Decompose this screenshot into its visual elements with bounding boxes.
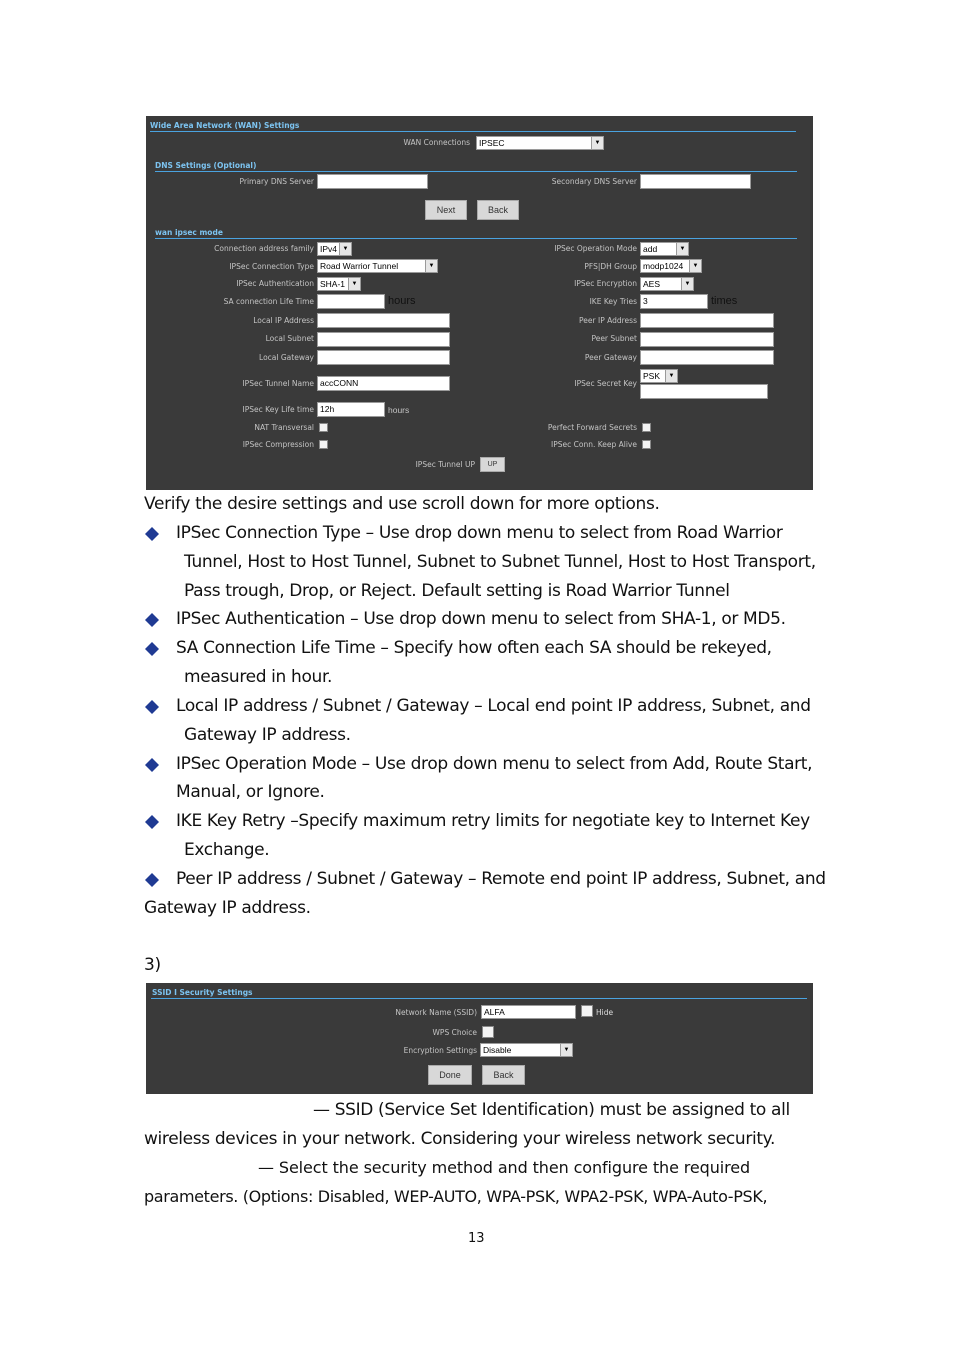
ssid-section-title: SSID I Security Settings [152, 988, 253, 997]
ipsec-section-title: wan ipsec mode [155, 228, 223, 237]
address-family-value: IPv4 [320, 244, 338, 254]
tunnel-name-input[interactable]: accCONN [317, 376, 450, 391]
chevron-down-icon: ▼ [676, 243, 688, 255]
encryption-label: IPSec Encryption [574, 279, 637, 288]
primary-dns-input[interactable] [317, 174, 428, 189]
local-ip-input[interactable] [317, 313, 450, 328]
local-subnet-label: Local Subnet [265, 334, 314, 343]
address-family-label: Connection address family [214, 244, 314, 253]
wan-connection-value: IPSEC [479, 138, 505, 148]
encryption-settings-select[interactable] [480, 1043, 573, 1057]
bullet-5-line-1: IPSec Operation Mode – Use drop down menu to select from Add, Route Start, [176, 754, 813, 774]
pfs-label: Perfect Forward Secrets [547, 423, 637, 432]
connection-type-value: Road Warrior Tunnel [320, 261, 399, 271]
diamond-bullet-icon [145, 758, 159, 772]
wan-section-rule [150, 131, 796, 132]
secret-key-label: IPSec Secret Key [574, 379, 637, 388]
encryption-settings-label: Encryption Settings [403, 1046, 477, 1055]
secondary-dns-input[interactable] [640, 174, 751, 189]
bullet-2-line-1: IPSec Authentication – Use drop down menu to select from SHA-1, or MD5. [176, 609, 786, 629]
chevron-down-icon: ▼ [560, 1044, 572, 1056]
secret-key-type-select[interactable] [640, 369, 678, 383]
local-gateway-input[interactable] [317, 350, 450, 365]
compression-label: IPSec Compression [242, 440, 314, 449]
tunnel-up-label: IPSec Tunnel UP [415, 460, 475, 469]
local-gateway-label: Local Gateway [259, 353, 314, 362]
bullet-3-line-1: SA Connection Life Time – Specify how often each SA should be rekeyed, [176, 638, 772, 658]
primary-dns-label: Primary DNS Server [239, 177, 314, 186]
pfs-dh-group-select[interactable] [640, 259, 702, 273]
tunnel-name-label: IPSec Tunnel Name [242, 379, 314, 388]
operation-mode-value: add [643, 244, 658, 254]
ssid-input[interactable]: ALFA [481, 1005, 576, 1019]
encryption-settings-value: Disable [483, 1045, 512, 1055]
operation-mode-select[interactable] [640, 242, 689, 256]
key-lifetime-label: IPSec Key Life time [242, 405, 314, 414]
ike-key-tries-input[interactable]: 3 [640, 294, 708, 309]
secondary-dns-label: Secondary DNS Server [551, 177, 637, 186]
sa-lifetime-input[interactable] [317, 294, 385, 309]
ssid-security-panel [146, 983, 813, 1094]
ipsec-section-rule [155, 238, 797, 239]
diamond-bullet-icon [145, 873, 159, 887]
bullet-1-line-1: IPSec Connection Type – Use drop down menu to select from Road Warrior [176, 523, 783, 543]
ssid-description-line-1: — SSID (Service Set Identification) must be assigned to all [313, 1100, 790, 1120]
local-ip-label: Local IP Address [253, 316, 314, 325]
wan-connection-label: WAN Connections [403, 138, 470, 147]
bullet-4-line-1: Local IP address / Subnet / Gateway – Local end point IP address, Subnet, and [176, 696, 811, 716]
bullet-1-line-3: Pass trough, Drop, or Reject. Default setting is Road Warrior Tunnel [184, 581, 730, 601]
diamond-bullet-icon [145, 642, 159, 656]
diamond-bullet-icon [145, 527, 159, 541]
chevron-down-icon: ▼ [591, 137, 603, 149]
bullet-3-line-2: measured in hour. [184, 667, 333, 687]
nat-transversal-label: NAT Transversal [254, 423, 314, 432]
sa-lifetime-label: SA connection Life Time [223, 297, 314, 306]
ssid-back-button[interactable]: Back [482, 1065, 525, 1085]
connection-type-select[interactable] [317, 259, 438, 273]
bullet-5-line-2: Manual, or Ignore. [176, 782, 325, 802]
operation-mode-label: IPSec Operation Mode [554, 244, 637, 253]
key-lifetime-input[interactable]: 12h [317, 402, 385, 417]
pfs-dh-group-label: PFS|DH Group [584, 262, 637, 271]
encryption-description-line-1: — Select the security method and then configure the required [258, 1158, 751, 1177]
chevron-down-icon: ▼ [689, 260, 701, 272]
address-family-select[interactable] [317, 242, 352, 256]
wps-choice-checkbox[interactable] [482, 1026, 494, 1038]
chevron-down-icon: ▼ [348, 278, 360, 290]
authentication-value: SHA-1 [320, 279, 346, 289]
chevron-down-icon: ▼ [425, 260, 437, 272]
chevron-down-icon: ▼ [665, 370, 677, 382]
bullet-6-line-1: IKE Key Retry –Specify maximum retry limits for negotiate key to Internet Key [176, 811, 810, 831]
chevron-down-icon: ▼ [681, 278, 693, 290]
bullet-4-line-2: Gateway IP address. [184, 725, 351, 745]
hide-ssid-label: Hide [596, 1008, 614, 1017]
compression-checkbox[interactable] [319, 440, 328, 449]
ssid-label: Network Name (SSID) [395, 1008, 477, 1017]
ike-key-tries-label: IKE Key Tries [589, 297, 637, 306]
wan-connection-select[interactable] [476, 136, 604, 150]
peer-subnet-input[interactable] [640, 332, 774, 347]
dns-section-rule [155, 171, 797, 172]
peer-gateway-label: Peer Gateway [584, 353, 637, 362]
diamond-bullet-icon [145, 700, 159, 714]
bullet-7-line-1: Peer IP address / Subnet / Gateway – Remote end point IP address, Subnet, and [176, 869, 826, 889]
pfs-dh-group-value: modp1024 [643, 261, 684, 271]
bullet-7-line-2: Gateway IP address. [144, 898, 311, 918]
wps-choice-label: WPS Choice [432, 1028, 477, 1037]
done-button[interactable]: Done [428, 1065, 472, 1085]
bullet-6-line-2: Exchange. [184, 840, 270, 860]
wan-section-title: Wide Area Network (WAN) Settings [150, 121, 300, 130]
diamond-bullet-icon [145, 613, 159, 627]
chevron-down-icon: ▼ [339, 243, 351, 255]
authentication-select[interactable] [317, 277, 361, 291]
peer-subnet-label: Peer Subnet [591, 334, 637, 343]
wan-settings-panel [146, 116, 813, 490]
pfs-checkbox[interactable] [642, 423, 651, 432]
local-subnet-input[interactable] [317, 332, 450, 347]
keep-alive-checkbox[interactable] [642, 440, 651, 449]
ssid-section-rule [151, 998, 807, 999]
peer-ip-input[interactable] [640, 313, 774, 328]
secret-key-input[interactable] [640, 384, 768, 399]
bullet-1-line-2: Tunnel, Host to Host Tunnel, Subnet to Subnet Tunnel, Host to Host Transport, [184, 552, 816, 572]
dns-section-title: DNS Settings (Optional) [155, 161, 257, 170]
page-number: 13 [468, 1231, 485, 1246]
tunnel-up-button[interactable]: UP [480, 457, 505, 472]
secret-key-type-value: PSK [643, 371, 661, 381]
authentication-label: IPSec Authentication [236, 279, 314, 288]
connection-type-label: IPSec Connection Type [229, 262, 314, 271]
ike-key-tries-unit: times [711, 295, 738, 307]
diamond-bullet-icon [145, 815, 159, 829]
step-number: 3) [144, 955, 161, 975]
back-button[interactable]: Back [477, 200, 519, 220]
ssid-description-line-2: wireless devices in your network. Considering your wireless network security. [144, 1129, 776, 1149]
peer-gateway-input[interactable] [640, 350, 774, 365]
peer-ip-label: Peer IP Address [579, 316, 637, 325]
sa-lifetime-unit: hours [388, 295, 416, 307]
intro-text: Verify the desire settings and use scroll down for more options. [144, 494, 660, 514]
keep-alive-label: IPSec Conn. Keep Alive [551, 440, 637, 449]
hide-ssid-checkbox[interactable] [581, 1005, 593, 1017]
nat-transversal-checkbox[interactable] [319, 423, 328, 432]
encryption-select[interactable] [640, 277, 694, 291]
encryption-value: AES [643, 279, 661, 289]
next-button[interactable]: Next [425, 200, 467, 220]
key-lifetime-unit: hours [388, 405, 410, 415]
encryption-description-line-2: parameters. (Options: Disabled, WEP-AUTO, WPA-PSK, WPA2-PSK, WPA-Auto-PSK, [144, 1187, 768, 1206]
